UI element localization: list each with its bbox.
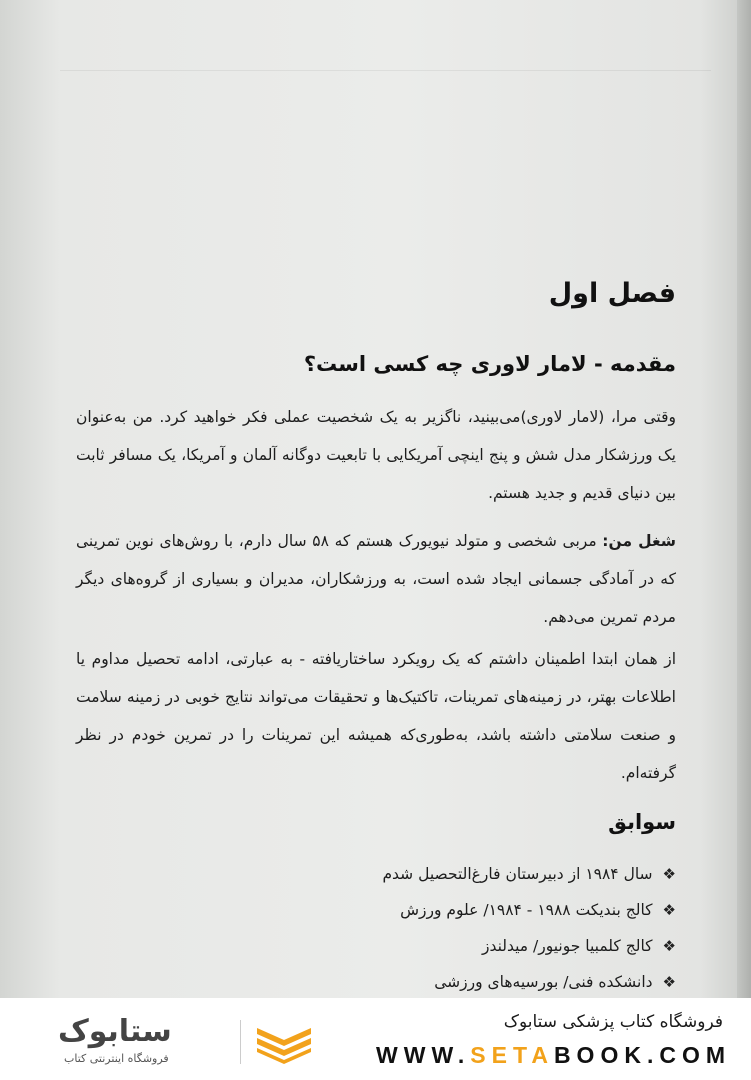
chapter-title: فصل اول	[548, 278, 676, 309]
list-item-text: دانشکده فنی/ بورسیه‌های ورزشی	[434, 973, 653, 991]
list-item	[382, 964, 676, 1000]
watermark-footer	[0, 998, 751, 1080]
list-item-text: سال ۱۹۸۴ از دبیرستان فارغ‌التحصیل شدم	[382, 865, 653, 883]
store-title: فروشگاه کتاب پزشکی ستابوک	[503, 1012, 723, 1032]
job-text: مربی شخصی و متولد نیویورک هستم که ۵۸ سال دارم، با روش‌های نوین تمرینی که در آمادگی جسمانی ایجاد شده است، به ورزشکاران، مدیران و بسیاری از گروه‌های دیگر مردم تمرین می‌دهم.	[76, 532, 676, 626]
store-url[interactable]	[376, 1042, 731, 1069]
setabook-logo	[28, 1010, 328, 1074]
url-prefix: WWW.	[376, 1042, 471, 1068]
intro-paragraph: وقتی مرا، (لامار لاوری)می‌بینید، ناگزیر به یک شخصیت عملی فکر خواهید کرد. من به‌عنوان یک ورزشکار مدل شش و پنج اینچی آمریکایی با تابعیت دوگانه آلمان و آمریکا، یک مسافر ثابت بین دنیای قدیم و جدید هستم.	[76, 408, 676, 502]
logo-wordmark: ستابوک	[58, 1014, 172, 1049]
background-heading: سوابق	[608, 810, 676, 834]
logo-divider	[240, 1020, 241, 1064]
show-through-header-line	[60, 70, 711, 75]
diamond-bullet-icon: ❖	[662, 865, 676, 883]
diamond-bullet-icon: ❖	[662, 973, 676, 991]
list-item-text: کالج بندیکت ۱۹۸۸ - ۱۹۸۴/ علوم ورزش	[400, 901, 653, 919]
diamond-bullet-icon: ❖	[662, 901, 676, 919]
background-list	[382, 856, 676, 1000]
url-accent: SETA	[470, 1042, 554, 1068]
list-item	[382, 856, 676, 892]
url-suffix: BOOK.COM	[553, 1042, 731, 1068]
intro-heading: مقدمه - لامار لاوری چه کسی است؟	[303, 352, 676, 376]
approach-paragraph: از همان ابتدا اطمینان داشتم که یک رویکرد ساختاریافته - به عبارتی، ادامه تحصیل مداوم یا اطلاعات بهتر، در زمینه‌های تمرینات، تاکتیک‌ها و تحقیقات می‌تواند نتایج خوبی در زمینه سلامت و صنعت سلامتی داشته باشد، به‌طوری‌که همیشه این تمرینات را در تمرین خودم در نظر گرفته‌ام.	[76, 650, 676, 782]
logo-subtitle: فروشگاه اینترنتی کتاب	[64, 1052, 169, 1065]
job-paragraph	[76, 522, 676, 636]
job-label: شغل من:	[602, 532, 676, 550]
diamond-bullet-icon: ❖	[662, 937, 676, 955]
book-stack-icon	[253, 1020, 315, 1064]
list-item-text: کالج کلمبیا جونیور/ میدلندز	[481, 937, 653, 955]
list-item	[382, 892, 676, 928]
page-spine-shadow	[737, 0, 751, 1000]
list-item	[382, 928, 676, 964]
